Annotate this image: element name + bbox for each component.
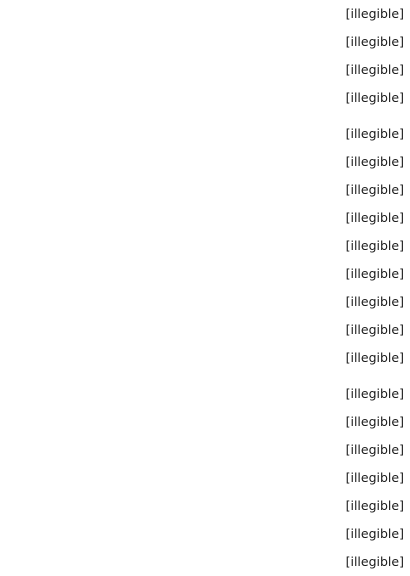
text-line: [illegible] (345, 238, 404, 253)
text-line: [illegible] (345, 126, 404, 141)
text-line: [illegible] (345, 442, 404, 457)
text-line: [illegible] (345, 350, 404, 365)
text-line: [illegible] (345, 90, 404, 105)
text-line: [illegible] (345, 266, 404, 281)
text-line: [illegible] (345, 470, 404, 485)
text-line: [illegible] (345, 414, 404, 429)
paragraph-1 (6, 0, 404, 112)
text-line: [illegible] (345, 322, 404, 337)
text-line: [illegible] (345, 498, 404, 513)
text-line: [illegible] (345, 210, 404, 225)
text-line: [illegible] (345, 154, 404, 169)
text-line: [illegible] (345, 6, 404, 21)
text-line: [illegible] (345, 526, 404, 541)
paragraph-2 (6, 120, 404, 372)
text-line: [illegible] (345, 294, 404, 309)
text-line: [illegible] (345, 62, 404, 77)
paragraph-3 (6, 380, 404, 576)
text-line: [illegible] (345, 34, 404, 49)
text-line: [illegible] (345, 554, 404, 569)
text-line: [illegible] (345, 182, 404, 197)
text-line: [illegible] (345, 386, 404, 401)
